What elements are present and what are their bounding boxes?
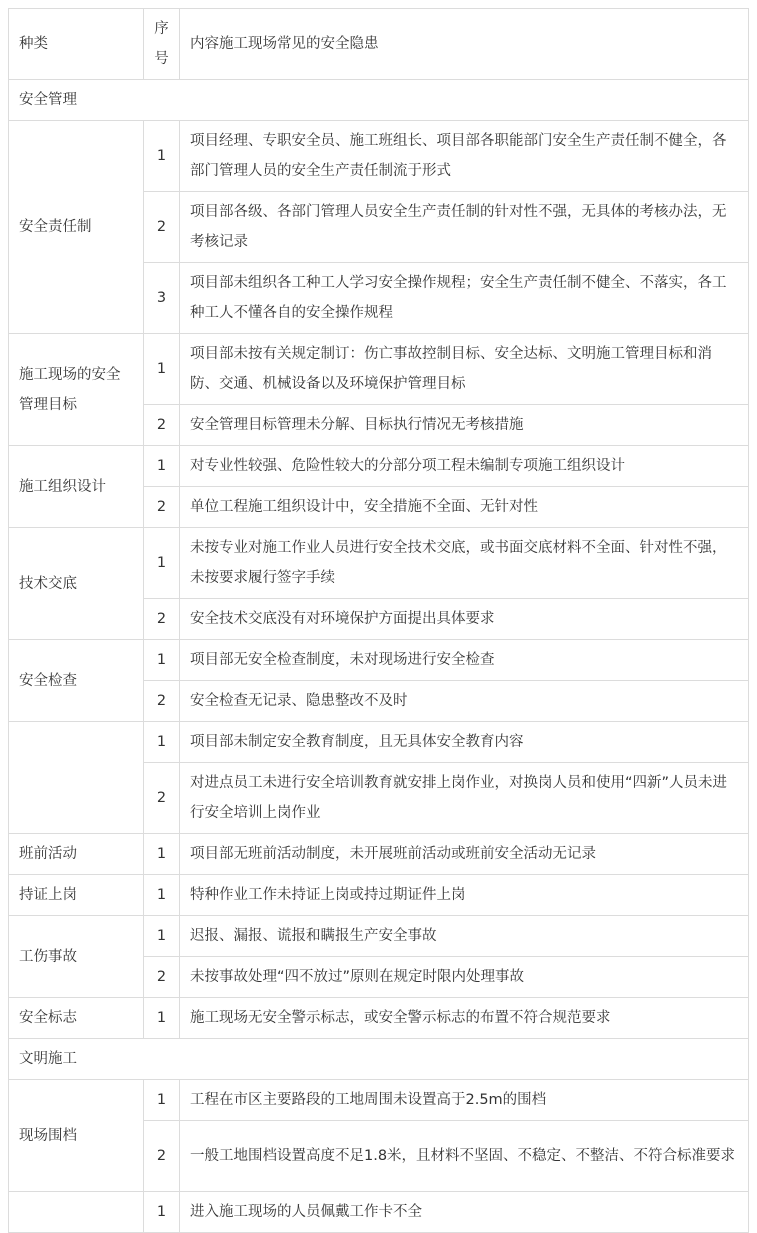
number-cell: 1 — [144, 1192, 180, 1233]
content-cell: 项目部无班前活动制度，未开展班前活动或班前安全活动无记录 — [180, 834, 749, 875]
table-row — [9, 640, 749, 681]
content-cell: 未按事故处理“四不放过”原则在规定时限内处理事故 — [180, 957, 749, 998]
header-number: 序号 — [144, 9, 180, 80]
content-cell: 单位工程施工组织设计中，安全措施不全面、无针对性 — [180, 487, 749, 528]
number-cell: 1 — [144, 722, 180, 763]
number-cell: 1 — [144, 528, 180, 599]
content-cell: 安全检查无记录、隐患整改不及时 — [180, 681, 749, 722]
content-cell: 对进点员工未进行安全培训教育就安排上岗作业，对换岗人员和使用“四新”人员未进行安全培训上岗作业 — [180, 763, 749, 834]
content-cell: 项目部无安全检查制度，未对现场进行安全检查 — [180, 640, 749, 681]
category-cell: 安全检查 — [9, 640, 144, 722]
category-cell: 持证上岗 — [9, 875, 144, 916]
content-cell: 特种作业工作未持证上岗或持过期证件上岗 — [180, 875, 749, 916]
number-cell: 2 — [144, 957, 180, 998]
content-cell: 未按专业对施工作业人员进行安全技术交底，或书面交底材料不全面、针对性不强，未按要求履行签字手续 — [180, 528, 749, 599]
table-row — [9, 528, 749, 599]
category-cell — [9, 722, 144, 834]
content-cell: 一般工地围档设置高度不足1.8米，且材料不坚固、不稳定、不整洁、不符合标准要求 — [180, 1121, 749, 1192]
content-cell: 施工现场无安全警示标志，或安全警示标志的布置不符合规范要求 — [180, 998, 749, 1039]
table-row — [9, 334, 749, 405]
number-cell: 2 — [144, 192, 180, 263]
content-cell: 对专业性较强、危险性较大的分部分项工程未编制专项施工组织设计 — [180, 446, 749, 487]
content-cell: 项目部未制定安全教育制度，且无具体安全教育内容 — [180, 722, 749, 763]
header-category: 种类 — [9, 9, 144, 80]
number-cell: 1 — [144, 640, 180, 681]
number-cell: 1 — [144, 998, 180, 1039]
number-cell: 1 — [144, 334, 180, 405]
table-row — [9, 834, 749, 875]
section-row — [9, 80, 749, 121]
content-cell: 安全管理目标管理未分解、目标执行情况无考核措施 — [180, 405, 749, 446]
table-row — [9, 1080, 749, 1121]
content-cell: 项目部各级、各部门管理人员安全生产责任制的针对性不强，无具体的考核办法，无考核记录 — [180, 192, 749, 263]
category-cell: 班前活动 — [9, 834, 144, 875]
category-cell: 施工现场的安全管理目标 — [9, 334, 144, 446]
category-cell — [9, 1192, 144, 1233]
content-cell: 迟报、漏报、谎报和瞒报生产安全事故 — [180, 916, 749, 957]
table-row — [9, 875, 749, 916]
number-cell: 1 — [144, 446, 180, 487]
category-cell: 技术交底 — [9, 528, 144, 640]
category-cell: 施工组织设计 — [9, 446, 144, 528]
section-safety-management: 安全管理 — [9, 80, 749, 121]
content-cell: 进入施工现场的人员佩戴工作卡不全 — [180, 1192, 749, 1233]
number-cell: 1 — [144, 916, 180, 957]
content-cell: 安全技术交底没有对环境保护方面提出具体要求 — [180, 599, 749, 640]
content-cell: 项目经理、专职安全员、施工班组长、项目部各职能部门安全生产责任制不健全，各部门管理人员的安全生产责任制流于形式 — [180, 121, 749, 192]
number-cell: 2 — [144, 599, 180, 640]
table-row — [9, 1192, 749, 1233]
number-cell: 2 — [144, 487, 180, 528]
number-cell: 1 — [144, 1080, 180, 1121]
table-row — [9, 722, 749, 763]
category-cell: 安全标志 — [9, 998, 144, 1039]
category-cell: 工伤事故 — [9, 916, 144, 998]
number-cell: 2 — [144, 405, 180, 446]
content-cell: 项目部未按有关规定制订：伤亡事故控制目标、安全达标、文明施工管理目标和消防、交通、机械设备以及环境保护管理目标 — [180, 334, 749, 405]
table-row — [9, 446, 749, 487]
content-cell: 工程在市区主要路段的工地周围未设置高于2.5m的围档 — [180, 1080, 749, 1121]
number-cell: 3 — [144, 263, 180, 334]
table-row — [9, 121, 749, 192]
header-content: 内容施工现场常见的安全隐患 — [180, 9, 749, 80]
number-cell: 1 — [144, 834, 180, 875]
table-row — [9, 998, 749, 1039]
hazard-table — [8, 8, 749, 1233]
number-cell: 2 — [144, 681, 180, 722]
section-row — [9, 1039, 749, 1080]
number-cell: 1 — [144, 875, 180, 916]
section-civilized-construction: 文明施工 — [9, 1039, 749, 1080]
content-cell: 项目部未组织各工种工人学习安全操作规程；安全生产责任制不健全、不落实，各工种工人不懂各自的安全操作规程 — [180, 263, 749, 334]
number-cell: 2 — [144, 1121, 180, 1192]
table-header-row — [9, 9, 749, 80]
table-row — [9, 916, 749, 957]
number-cell: 2 — [144, 763, 180, 834]
number-cell: 1 — [144, 121, 180, 192]
category-cell: 现场围档 — [9, 1080, 144, 1192]
category-cell: 安全责任制 — [9, 121, 144, 334]
